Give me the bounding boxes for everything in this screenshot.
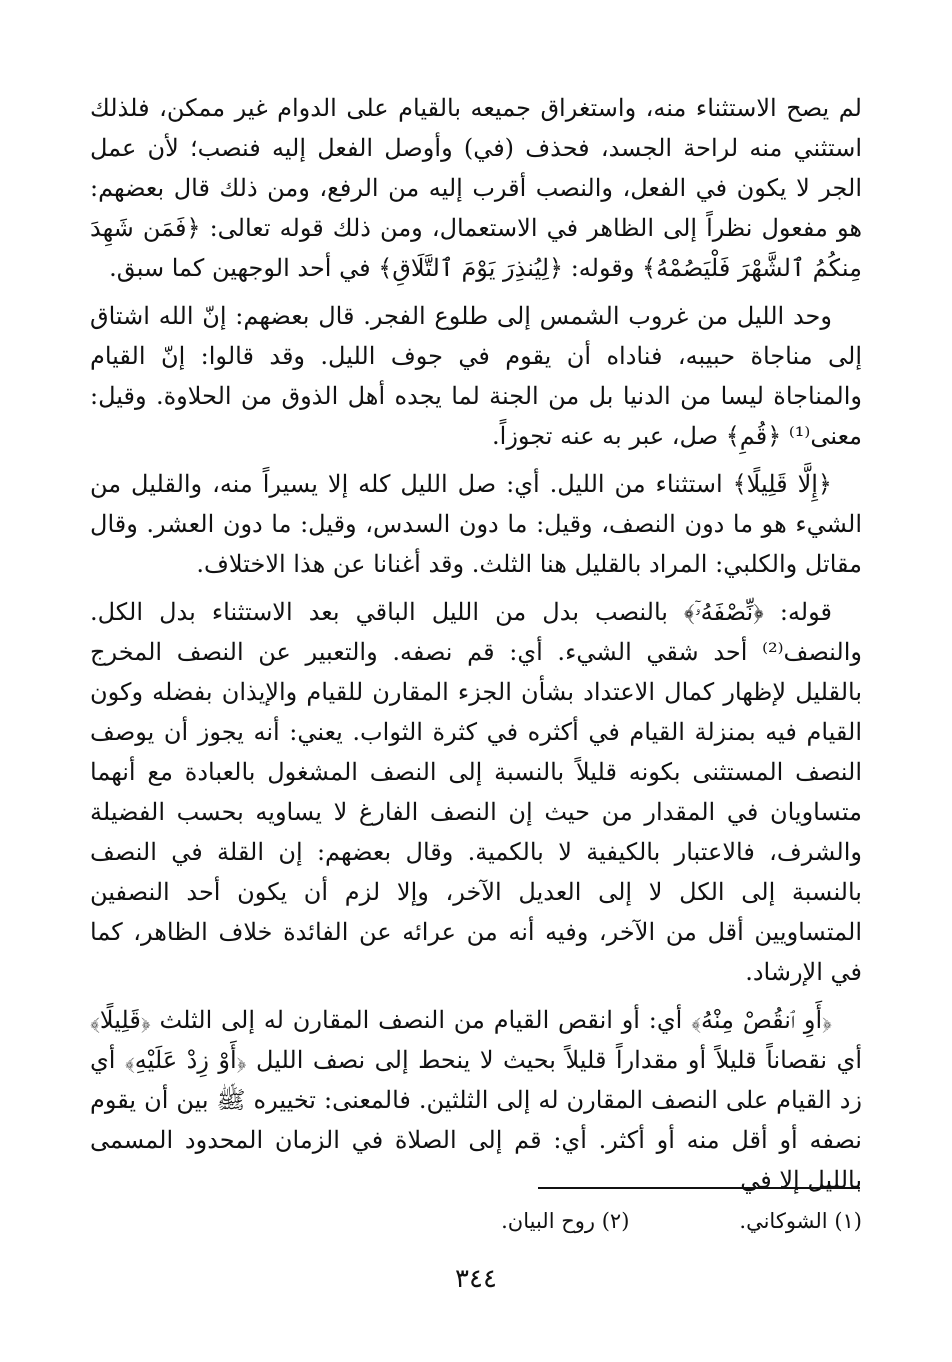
- footnote-2: (٢) روح البيان.: [501, 1209, 630, 1233]
- page-body: [90, 88, 862, 1208]
- paragraph-3: ﴿إِلَّا قَلِيلًا﴾ استثناء من الليل. أي: صل الليل كله إلا يسيراً منه، والقليل من الشيء هو ما دون النصف، وقيل: ما دون السدس، وقيل: ما دون العشر. وقال مقاتل والكلبي: المراد بالقليل هنا الثلث. وقد أغنانا عن هذا الاختلاف.: [90, 470, 862, 578]
- paragraph-2: وحد الليل من غروب الشمس إلى طلوع الفجر. قال بعضهم: إنّ الله اشتاق إلى مناجاة حبيبه، فناداه أن يقوم في جوف الليل. وقد قالوا: إنّ القيام والمناجاة ليسا من الدنيا بل من الجنة لما يجده أهل الذوق من الحلاوة. وقيل: معنى⁽¹⁾ ﴿قُمِ﴾ صل، عبر به عنه تجوزاً.: [90, 302, 862, 450]
- footnote-1: (١) الشوكاني.: [739, 1209, 862, 1233]
- paragraph-4: قوله: ﴿نِّصْفَهُۥٓ﴾ بالنصب بدل من الليل الباقي بعد الاستثناء بدل الكل. والنصف⁽²⁾ أحد شقي الشيء. أي: قم نصفه. والتعبير عن النصف المخرج بالقليل لإظهار كمال الاعتداد بشأن الجزء المقارن للقيام والإيذان بفضله وكون القيام فيه بمنزلة القيام في أكثره في كثرة الثواب. يعني: أنه يجوز أن يوصف النصف المستثنى بكونه قليلاً بالنسبة إلى النصف المشغول بالعبادة مع أنهما متساويان في المقدار من حيث إن النصف الفارغ لا يساويه بحسب الفضيلة والشرف، فالاعتبار بالكيفية لا بالكمية. وقال بعضهم: إن القلة في النصف بالنسبة إلى الكل لا إلى العديل الآخر، وإلا لزم أن يكون أحد النصفين المتساويين أقل من الآخر، وفيه أنه من عرائه عن الفائدة خلاف الظاهر، كما في الإرشاد.: [90, 598, 862, 986]
- footnote-divider: [538, 1187, 860, 1189]
- paragraph-5: ﴿أَوِ ٱنقُصْ مِنْهُ﴾ أي: أو انقص القيام من النصف المقارن له إلى الثلث ﴿قَلِيلًا﴾ أي نقصاناً قليلاً أو مقداراً قليلاً بحيث لا ينحط إلى نصف الليل ﴿أَوْ زِدْ عَلَيْهِ﴾ أي زد القيام على النصف المقارن له إلى الثلثين. فالمعنى: تخييره ﷺ بين أن يقوم نصفه أو أقل منه أو أكثر. أي: قم إلى الصلاة في الزمان المحدود المسمى بالليل إلا في: [90, 1006, 862, 1194]
- paragraph-1: لم يصح الاستثناء منه، واستغراق جميعه بالقيام على الدوام غير ممكن، فلذلك استثني منه لراحة الجسد، فحذف (في) وأوصل الفعل إليه فنصب؛ لأن عمل الجر لا يكون في الفعل، والنصب أقرب إليه من الرفع، ومن ذلك قال بعضهم: هو مفعول نظراً إلى الظاهر في الاستعمال، ومن ذلك قوله تعالى: ﴿فَمَن شَهِدَ مِنكُمُ ٱلشَّهْرَ فَلْيَصُمْهُ﴾ وقوله: ﴿لِيُنذِرَ يَوْمَ ٱلتَّلَاقِ﴾ في أحد الوجهين كما سبق.: [90, 94, 862, 282]
- page-number: ٣٤٤: [455, 1264, 497, 1294]
- footnotes: [90, 1206, 862, 1236]
